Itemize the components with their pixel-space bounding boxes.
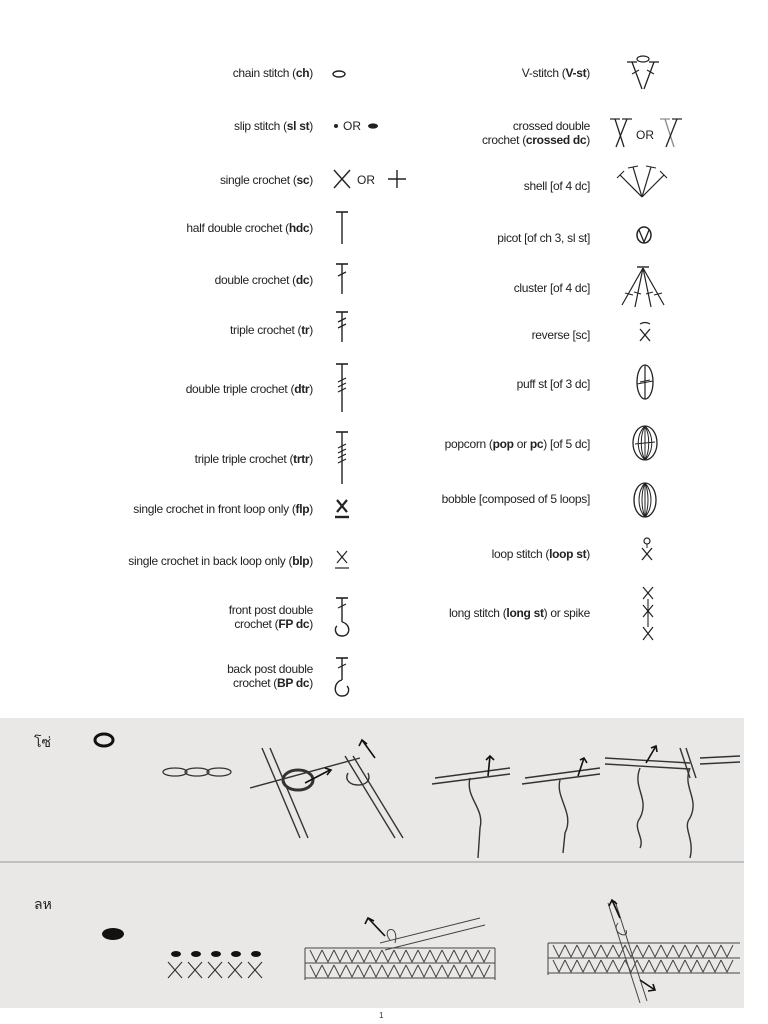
slip-stitch-symbol (331, 118, 391, 134)
svg-text:OR: OR (343, 119, 361, 133)
svg-text:OR: OR (357, 173, 375, 187)
label-sc-back-loop: single crochet in back loop only (blp) (128, 554, 313, 568)
trtr-symbol (334, 430, 350, 486)
legend-row-popcorn (445, 437, 590, 451)
reverse-sc-symbol (637, 321, 653, 343)
label-triple-triple-crochet: triple triple crochet (trtr) (194, 452, 313, 466)
label-double-crochet: double crochet (dc) (214, 273, 313, 287)
loop-stitch-symbol (639, 537, 655, 563)
label-single-crochet: single crochet (sc) (219, 173, 313, 187)
legend-row-shell (524, 179, 590, 193)
bp-dc-symbol (331, 656, 353, 700)
legend-row-bobble (442, 492, 590, 506)
chain-panel-label: โซ่ (34, 735, 52, 751)
label-cluster: cluster [of 4 dc] (513, 281, 590, 295)
chain-how-to-illustration (0, 718, 744, 1008)
cluster-symbol (619, 265, 667, 309)
label-popcorn: popcorn (pop or pc) [of 5 dc] (444, 437, 590, 451)
fp-dc-symbol (331, 596, 353, 640)
slip-panel-label: ลห (34, 897, 52, 913)
bobble-symbol (631, 480, 659, 520)
label-slip-stitch: slip stitch (sl st) (234, 119, 313, 133)
blp-symbol (334, 548, 350, 572)
crossed-dc-symbol (608, 116, 688, 150)
slip-x-row (168, 962, 262, 978)
label-puff: puff st [of 3 dc] (516, 377, 590, 391)
svg-text:OR: OR (636, 128, 654, 142)
tr-symbol (334, 310, 350, 344)
legend-row-triple-crochet (230, 323, 313, 337)
label-shell: shell [of 4 dc] (523, 179, 590, 193)
legend-row-sc-back-loop (128, 554, 313, 568)
legend-row-triple-triple-crochet (195, 452, 313, 466)
label-loop-stitch: loop stitch (loop st) (491, 547, 590, 561)
hdc-symbol (334, 210, 350, 246)
label-reverse-sc: reverse [sc] (531, 328, 590, 342)
legend-row-back-post-dc (227, 662, 313, 690)
page-number: 1 (379, 1011, 384, 1020)
label-double-triple-crochet: double triple crochet (dtr) (185, 382, 313, 396)
legend-row-cluster (514, 281, 590, 295)
legend-row-loop-stitch (492, 547, 590, 561)
slip-dots (171, 951, 261, 957)
popcorn-symbol (630, 423, 660, 463)
legend-row-double-crochet (215, 273, 313, 287)
legend-row-front-post-dc (229, 603, 313, 631)
legend-row-picot (497, 231, 590, 245)
slip-symbol-large (102, 928, 124, 940)
shell-symbol (616, 163, 668, 201)
v-stitch-symbol (623, 54, 663, 92)
label-half-double-crochet: half double crochet (hdc) (186, 221, 313, 235)
legend-row-double-triple-crochet (186, 382, 313, 396)
label-picot: picot [of ch 3, sl st] (497, 231, 590, 245)
label-back-post-dc: back post double crochet (BP dc) (227, 662, 313, 690)
label-chain-stitch: chain stitch (ch) (232, 66, 313, 80)
legend-row-sc-front-loop (133, 502, 313, 516)
legend-row-half-double-crochet (186, 221, 313, 235)
legend-row-single-crochet (220, 173, 313, 187)
label-front-post-dc: front post double crochet (FP dc) (228, 603, 313, 631)
label-crossed-dc: crossed double crochet (crossed dc) (481, 119, 590, 147)
chain-loops (163, 768, 231, 776)
slip-arrow-left (365, 918, 385, 936)
legend-row-v-stitch (522, 66, 590, 80)
legend-row-puff (517, 377, 590, 391)
legend-row-slip-stitch (234, 119, 313, 133)
dtr-symbol (334, 362, 350, 414)
fabric-swatch-left (305, 918, 495, 980)
chain-steps (250, 748, 740, 858)
label-long-stitch: long stitch (long st) or spike (448, 606, 590, 620)
puff-symbol (634, 362, 656, 402)
slip-arrow-right (609, 900, 620, 918)
single-crochet-symbol (331, 167, 411, 191)
label-v-stitch: V-stitch (V-st) (521, 66, 590, 80)
label-bobble: bobble [composed of 5 loops] (441, 492, 590, 506)
legend-row-chain-stitch (233, 66, 313, 80)
label-triple-crochet: triple crochet (tr) (229, 323, 313, 337)
long-stitch-symbol (640, 585, 656, 643)
how-to-photo-panel (0, 718, 744, 1008)
legend-row-reverse-sc (532, 328, 590, 342)
fabric-swatch-right (548, 901, 740, 1003)
dc-symbol (334, 262, 350, 296)
chain-symbol-large (95, 734, 113, 746)
flp-symbol (334, 497, 350, 521)
legend-row-long-stitch (449, 606, 590, 620)
legend-row-crossed-dc (482, 119, 590, 147)
chain-stitch-symbol (331, 69, 347, 79)
picot-symbol (634, 224, 654, 246)
label-sc-front-loop: single crochet in front loop only (flp) (133, 502, 313, 516)
